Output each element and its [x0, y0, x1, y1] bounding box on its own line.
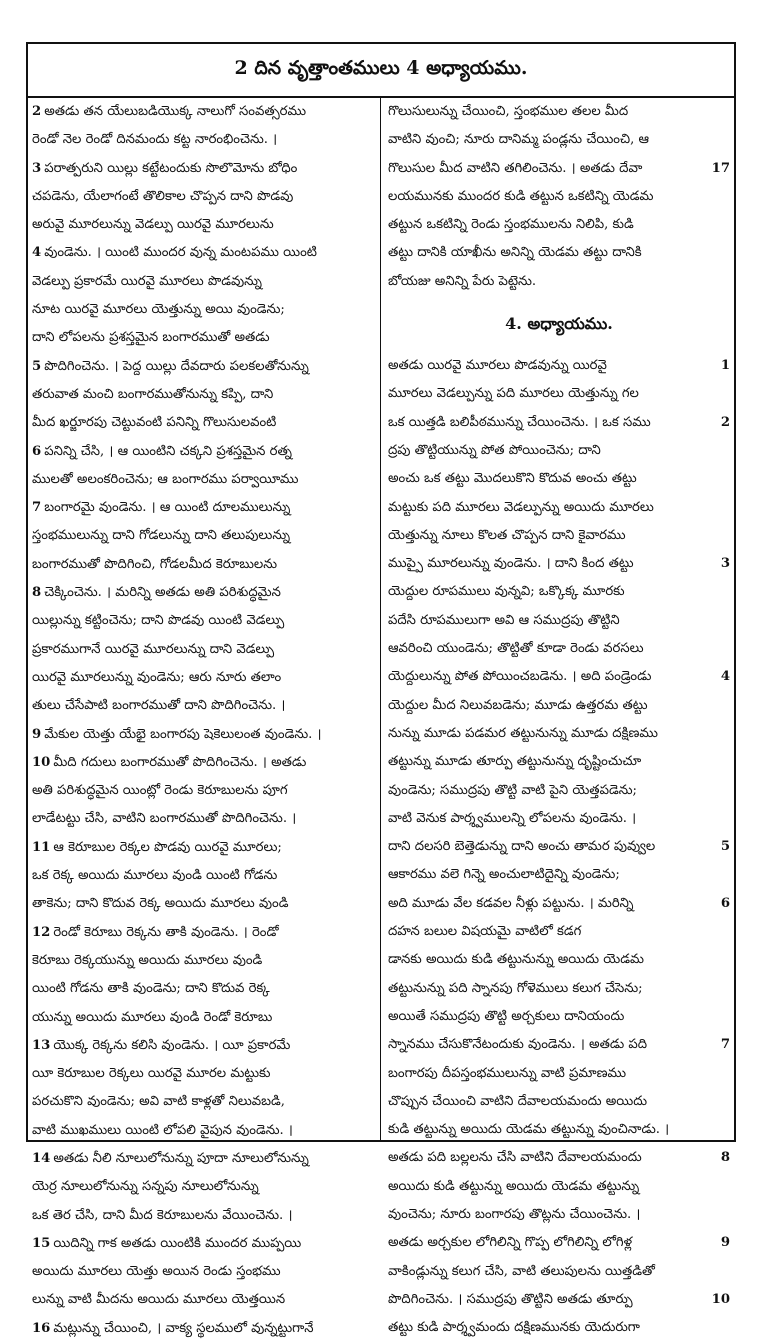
text-line	[32, 1117, 372, 1145]
text-line	[32, 692, 372, 720]
right-column-top-text	[388, 98, 730, 296]
text-line	[32, 296, 372, 324]
verse-text: ఒక రెక్క అయిదు మూరలు వుండి యింటి గోడను	[32, 868, 278, 884]
text-line	[388, 522, 730, 550]
text-line	[32, 890, 372, 918]
text-line	[388, 155, 730, 183]
text-line	[32, 239, 372, 267]
verse-text: బంగారమై వుండెను. । ఆ యింటి దూలములున్ను	[44, 500, 291, 516]
text-line	[388, 409, 730, 437]
verse-text: నున్ను మూడు పడమర తట్టునున్ను మూడు దక్షిణము	[388, 725, 658, 741]
text-line	[32, 1286, 372, 1314]
text-line	[388, 1060, 730, 1088]
verse-text: దాని దలసరి బెత్తెడున్ను దాని అంచు తామర పువ్వుల	[388, 839, 656, 855]
text-line	[388, 1201, 730, 1229]
column-divider	[380, 98, 381, 1140]
verse-text: పరాత్పరుని యిల్లు కట్టేటందుకు సొలొమోను బోధిం	[44, 160, 298, 176]
text-line	[388, 437, 730, 465]
verse-number: 15	[32, 1235, 51, 1251]
verse-text: అతి పరిశుద్ధమైన యింట్లో రెండు కెరూబులను పూగ	[32, 783, 288, 799]
verse-text: మట్లున్ను చేయించి, । వాక్య స్థలములో వున్నట్టుగానే	[53, 1320, 314, 1336]
text-line	[32, 1173, 372, 1201]
verse-text: కుడి తట్టున్ను అయిదు యెడమ తట్టున్ను వుంచినాడు. ।	[388, 1122, 670, 1138]
text-line	[388, 663, 730, 691]
text-line	[32, 1315, 372, 1343]
text-line	[388, 1258, 730, 1286]
text-line	[32, 1060, 372, 1088]
verse-text: ఆవరించి యుండెను; తొట్టితో కూడా రెండు వరసలు	[388, 641, 644, 657]
text-line	[32, 98, 372, 126]
verse-text: లయమునకు ముందర కుడి తట్టున ఒకటిన్ని యెడమ	[388, 188, 654, 204]
verse-text: అయిదు మూరలు యెత్తు అయిన రెండు స్తంభము	[32, 1264, 281, 1280]
verse-number: 4	[32, 245, 42, 261]
text-line	[388, 352, 730, 380]
verse-text: నూట యిరవై మూరలు యెత్తున్ను అయి వుండెను;	[32, 302, 285, 318]
text-line	[388, 1031, 730, 1059]
verse-number: 7	[32, 500, 42, 516]
text-line	[388, 1314, 730, 1342]
verse-text: వాటి వెనుక పార్శ్వములన్ని లోపలను వుండెను. ।	[388, 810, 637, 826]
verse-text: దాని లోపలను ప్రశస్తమైన బంగారముతో అతడు	[32, 330, 270, 346]
text-line	[388, 1144, 730, 1172]
text-line	[32, 268, 372, 296]
verse-text: పరచుకొని వుండెను; అవి వాటి కాళ్లతో నిలువబడి,	[32, 1094, 285, 1110]
verse-text: స్నానము చేసుకొనేటందుకు వుండెను. । అతడు పది	[388, 1037, 648, 1053]
verse-text: వుండెను; సముద్రపు తొట్టి వాటి పైని యెత్తపడెను;	[388, 782, 637, 798]
verse-text: ద్రపు తొట్టియున్ను పోత పోయించెను; దాని	[388, 442, 601, 458]
right-column-bottom-text	[388, 352, 730, 1342]
text-line	[388, 805, 730, 833]
text-line	[32, 579, 372, 607]
text-line	[32, 777, 372, 805]
text-line	[388, 692, 730, 720]
verse-text: ప్రకారముగానే యిరవై మూరలున్ను దాని వెడల్పు	[32, 641, 275, 657]
verse-text: యెద్దులున్ను పోత పోయించబడెను. । అది పండ్రెండు	[388, 669, 652, 685]
verse-number: 13	[32, 1037, 51, 1053]
text-line	[32, 636, 372, 664]
text-line	[32, 211, 372, 239]
verse-number: 10	[710, 1286, 730, 1314]
verse-number: 3	[719, 550, 730, 578]
verse-text: లున్ను వాటి మీదను అయిదు మూరలు యెత్తయిన	[32, 1292, 286, 1308]
verse-text: తట్టునున్ను పది స్నానపు గోళెములు కలుగ చేసెను;	[388, 980, 643, 996]
verse-text: ఒక యిత్తడి బలిపీఠమున్ను చేయించెను. । ఒక సము	[388, 414, 651, 430]
text-line	[388, 946, 730, 974]
verse-text: కెరూబు రెక్కయున్ను అయిదు మూరలు వుండి	[32, 952, 263, 968]
verse-text: అతడు అర్చకుల లోగిలిన్ని గొప్ప లోగిలిన్ని లోగిళ్ల	[388, 1235, 633, 1251]
text-line	[32, 353, 372, 381]
page-title: 2 దిన వృత్తాంతములు 4 అధ్యాయము.	[28, 44, 734, 98]
verse-text: వుంచెను; నూరు బంగారపు తొట్లను చేయించెను. ।	[388, 1206, 641, 1222]
text-line	[388, 268, 730, 296]
right-column	[388, 98, 730, 1336]
text-line	[32, 551, 372, 579]
text-line	[32, 155, 372, 183]
verse-text: పొదిగించెను. । పెద్ద యిల్లు దేవదారు పలకలతోనున్ను	[44, 358, 309, 374]
verse-number: 7	[719, 1031, 730, 1059]
text-line	[388, 183, 730, 211]
verse-text: చెక్కించెను. । మరిన్ని అతడు అతి పరిశుద్ధమైన	[44, 585, 281, 601]
text-line	[32, 664, 372, 692]
verse-text: వాటి ముఖములు యింటి లోపలి వైపున వుండెను. ।	[32, 1122, 293, 1138]
text-line	[32, 749, 372, 777]
verse-text: ఆ కెరూబుల రెక్కల పొడవు యిరవై మూరలు;	[53, 839, 282, 855]
text-line	[32, 1230, 372, 1258]
verse-text: అంచు ఒక తట్టు మొదలుకొని కొదువ అంచు తట్టు	[388, 471, 637, 487]
verse-text: వుండెను. । యింటి ముందర వున్న మంటపము యింటి	[44, 245, 317, 261]
text-line	[388, 1286, 730, 1314]
verse-text: ముప్పై మూరలున్ను వుండెను. । దాని కింద తట్టు	[388, 556, 634, 572]
verse-text: లాడేటట్టు చేసి, వాటిని బంగారముతో పొదిగించెను. ।	[32, 811, 297, 827]
verse-number: 12	[32, 924, 51, 940]
verse-text: మీద ఖర్జూరపు చెట్టువంటి పనిన్ని గొలుసులవంటి	[32, 415, 277, 431]
text-line	[32, 834, 372, 862]
text-line	[388, 890, 730, 918]
text-line	[388, 607, 730, 635]
verse-number: 6	[719, 890, 730, 918]
verse-text: యొక్క రెక్కను కలిసి వుండెను. । యీ ప్రకారమే	[53, 1037, 291, 1053]
text-line	[32, 1258, 372, 1286]
text-line	[388, 211, 730, 239]
text-line	[32, 1004, 372, 1032]
verse-number: 14	[32, 1150, 51, 1166]
verse-text: యీ కెరూబుల రెక్కలు యిరవై మూరల మట్టుకు	[32, 1066, 271, 1082]
verse-text: ములతో అలంకరించెను; ఆ బంగారము పర్వాయీము	[32, 471, 299, 487]
text-line	[32, 183, 372, 211]
verse-text: పదేసి రూపములుగా అవి ఆ సముద్రపు తొట్టిని	[388, 612, 620, 628]
text-line	[388, 1088, 730, 1116]
text-line	[32, 721, 372, 749]
text-line	[388, 635, 730, 663]
verse-text: స్తంభములున్ను దాని గోడలున్ను దాని తలుపులున్ను	[32, 528, 291, 544]
verse-text: తరువాత మంచి బంగారముతోనున్ను కప్పి, దాని	[32, 386, 274, 402]
text-line	[32, 438, 372, 466]
verse-number: 2	[32, 104, 42, 119]
verse-text: రెండో కెరూబు రెక్కను తాకి వుండెను. । రెండో	[53, 924, 279, 940]
verse-number: 8	[32, 585, 42, 601]
verse-text: యెద్దుల మీద నిలువబడెను; మూడు ఉత్తరమ తట్టు	[388, 697, 648, 713]
verse-text: అది మూడు వేల కడవల నీళ్లు పట్టును. । మరిన్ని	[388, 895, 634, 911]
text-line	[32, 1145, 372, 1173]
text-line	[388, 975, 730, 1003]
bible-page	[26, 42, 736, 1336]
text-line	[32, 862, 372, 890]
verse-number: 2	[719, 409, 730, 437]
verse-text: మీది గదులు బంగారముతో పొదిగించెను. । అతడు	[53, 754, 307, 770]
verse-text: తాకెను; దాని కొదువ రెక్క అయిదు మూరలు వుండి	[32, 896, 289, 912]
text-line	[388, 380, 730, 408]
text-line	[388, 748, 730, 776]
verse-text: దహన బలుల విషయమై వాటిలో కడగ	[388, 924, 582, 940]
text-line	[32, 919, 372, 947]
verse-text: మట్టుకు పది మూరలు వెడల్పున్ను అయిదు మూరలు	[388, 499, 654, 515]
verse-text: యెత్తున్ను నూలు కొలత చొప్పన దాని కైవారము	[388, 527, 626, 543]
verse-text: అతడు తన యేలుబడియొక్క నాలుగో సంవత్సరము	[44, 104, 307, 119]
verse-number: 17	[710, 155, 730, 183]
verse-text: యున్ను అయిదు మూరలు వుండి రెండో కెరూబు	[32, 1009, 273, 1025]
verse-number: 9	[32, 726, 42, 742]
verse-text: గొలుసులున్ను చేయించి, స్తంభముల తలల మీద	[388, 104, 629, 119]
text-line	[32, 494, 372, 522]
text-line	[32, 1202, 372, 1230]
verse-text: బంగారపు దీపస్తంభములున్ను వాటి ప్రమాణము	[388, 1065, 627, 1081]
text-line	[388, 777, 730, 805]
verse-text: పొదిగించెను. । సముద్రపు తొట్టిని అతడు తూర్పు	[388, 1291, 633, 1307]
text-line	[32, 466, 372, 494]
text-line	[32, 324, 372, 352]
verse-text: తట్టున్ను మూడు తూర్పు తట్టునున్ను దృష్టించుచూ	[388, 754, 642, 770]
verse-number: 5	[719, 833, 730, 861]
text-line	[32, 381, 372, 409]
text-line	[388, 861, 730, 889]
text-line	[32, 607, 372, 635]
verse-text: ఒక తెర చేసి, దాని మీద కెరూబులను వేయించెను. ।	[32, 1207, 293, 1223]
verse-number: 10	[32, 754, 51, 770]
verse-text: తట్టు దానికి యాఖీను అనిన్ని యెడమ తట్టు దానికి	[388, 245, 642, 261]
verse-text: యిదిన్ని గాక అతడు యింటికి ముందర ముప్పయి	[53, 1235, 302, 1251]
verse-text: యిరవై మూరలున్ను వుండెను; ఆరు నూరు తలాం	[32, 669, 282, 685]
verse-text: పనిన్ని చేసి, । ఆ యింటిని చక్కని ప్రశస్తమైన రత్న	[44, 443, 292, 459]
verse-number: 16	[32, 1320, 51, 1336]
verse-text: అతడు నీలి నూలులోనున్ను పూదా నూలులోనున్ను	[53, 1150, 309, 1166]
verse-text: యెర్ర నూలులోనున్ను సన్నపు నూలులోనున్ను	[32, 1179, 259, 1195]
text-line	[32, 947, 372, 975]
text-line	[388, 578, 730, 606]
verse-text: వెడల్పు ప్రకారమే యిరవై మూరలు పొడవున్ను	[32, 273, 262, 289]
verse-text: చపడెను, యేలాగంటే తొలికాల చొప్పన దాని పొడవు	[32, 188, 294, 204]
verse-text: వాకిండ్లున్ను కలుగ చేసి, వాటి తలుపులను యిత్తడితో	[388, 1263, 655, 1279]
verse-text: అయితే సముద్రపు తొట్టి అర్చకులు దానియందు	[388, 1008, 625, 1024]
verse-text: బోయజు అనిన్ని పేరు పెట్టెను.	[388, 273, 537, 289]
verse-text: వాటిని వుంచి; నూరు దానిమ్మ పండ్లను చేయించి, ఆ	[388, 132, 649, 148]
text-line	[388, 465, 730, 493]
verse-text: గొలుసుల మీద వాటిని తగిలించెను. । అతడు దేవా	[388, 160, 643, 176]
text-line	[388, 1116, 730, 1144]
verse-number: 3	[32, 160, 42, 176]
text-line	[388, 1003, 730, 1031]
verse-number: 1	[719, 352, 730, 380]
verse-text: చొప్పున చేయించి వాటిని దేవాలయమందు అయిదు	[388, 1093, 648, 1109]
text-line	[388, 126, 730, 154]
verse-text: మేకుల యెత్తు యేభై బంగారపు షెకెలులంత వుండెను. ।	[44, 726, 322, 742]
verse-text: అరువై మూరలున్ను వెడల్పు యిరవై మూరలును	[32, 217, 274, 233]
text-line	[388, 720, 730, 748]
verse-text: బంగారముతో పొదిగించి, గోడలమీద కెరూబులను	[32, 556, 278, 572]
verse-text: యిల్లున్ను కట్టించెను; దాని పొడవు యింటి వెడల్పు	[32, 613, 285, 629]
text-line	[32, 126, 372, 154]
text-line	[32, 522, 372, 550]
verse-text: తట్టు కుడి పార్శ్వమందు దక్షిణమునకు యెదురుగా	[388, 1320, 640, 1336]
verse-text: తులు చేసేపాటి బంగారముతో దాని పొదిగించెను. ।	[32, 698, 286, 714]
verse-number: 11	[32, 839, 51, 855]
verse-text: డానకు అయిదు కుడి తట్టునున్ను అయిదు యెడమ	[388, 952, 644, 968]
text-line	[388, 550, 730, 578]
verse-text: అయిదు కుడి తట్టున్ను అయిదు యెడమ తట్టున్ను	[388, 1178, 640, 1194]
text-line	[32, 409, 372, 437]
text-line	[32, 1032, 372, 1060]
text-line	[388, 1229, 730, 1257]
text-line	[32, 805, 372, 833]
verse-number: 8	[719, 1144, 730, 1172]
verse-number: 9	[719, 1229, 730, 1257]
text-line	[388, 98, 730, 126]
text-line	[388, 239, 730, 267]
left-column	[32, 98, 372, 1336]
chapter-heading: 4. అధ్యాయము.	[505, 314, 613, 334]
text-line	[32, 975, 372, 1003]
text-line	[388, 494, 730, 522]
verse-number: 6	[32, 443, 42, 459]
verse-text: యెద్దుల రూపములు వున్నవి; ఒక్కొక్క మూరకు	[388, 584, 625, 600]
verse-text: తట్టున ఒకటిన్ని రెండు స్తంభములను నిలిపి, కుడి	[388, 217, 634, 233]
verse-text: అతడు పది బల్లలను చేసి వాటిని దేవాలయమందు	[388, 1150, 642, 1166]
text-line	[388, 918, 730, 946]
verse-number: 4	[719, 663, 730, 691]
verse-text: అతడు యిరవై మూరలు పొడవున్ను యిరవై	[388, 358, 607, 374]
verse-number: 5	[32, 358, 42, 374]
verse-text: రెండో నెల రెండో దినమందు కట్ట నారంభించెను. ।	[32, 132, 278, 148]
verse-text: మూరలు వెడల్పున్ను పది మూరలు యెత్తున్ను గల	[388, 386, 639, 402]
verse-text: ఆకారము వలె గిన్నె అంచులాటిదైన్ని వుండెను;	[388, 867, 620, 883]
text-line	[388, 833, 730, 861]
text-line	[32, 1088, 372, 1116]
text-line	[388, 1173, 730, 1201]
verse-text: యింటి గోడను తాకి వుండెను; దాని కొదువ రెక్క	[32, 981, 270, 997]
